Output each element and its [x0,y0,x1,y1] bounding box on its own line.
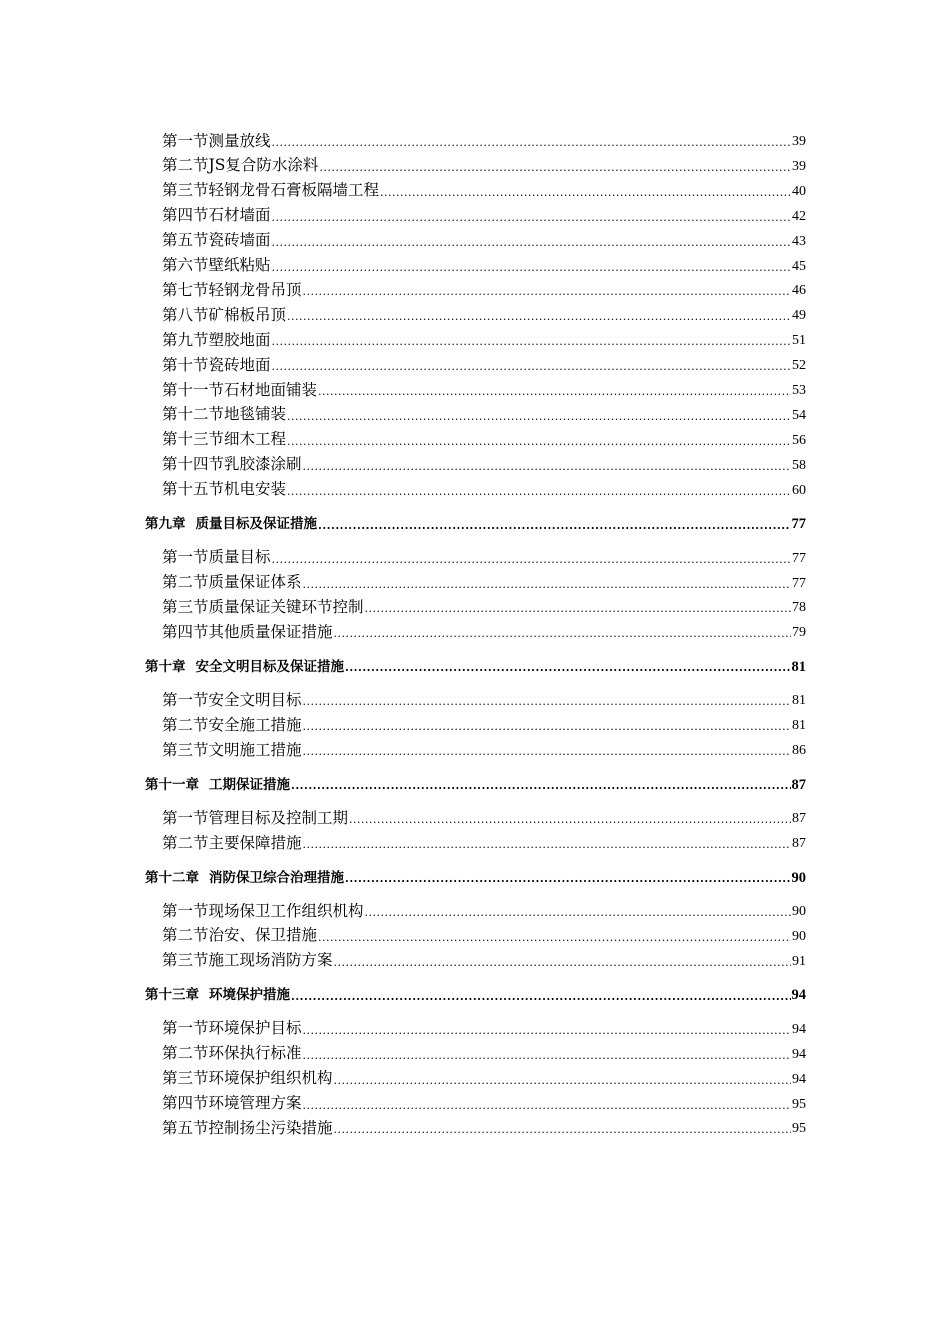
toc-entry-page-number: 81 [791,658,806,675]
toc-entry-page-number: 95 [792,1121,806,1137]
toc-entry-page-number: 81 [792,718,806,734]
toc-leader-dots [365,907,791,918]
toc-section-entry[interactable] [162,1118,806,1136]
toc-entry-page-number: 51 [792,333,806,349]
toc-section-entry[interactable] [162,901,806,919]
toc-entry-page-number: 94 [792,1021,806,1037]
toc-entry-page-number: 87 [792,811,806,827]
toc-entry-title: 测量放线 [208,131,271,150]
toc-entry-number: 第二节 [162,1044,209,1063]
toc-entry-title: 石材地面铺装 [224,380,318,399]
toc-entry-page-number: 77 [792,575,806,591]
toc-entry-title: 乳胶漆涂刷 [224,455,302,474]
toc-entry-title: 细木工程 [224,430,287,449]
toc-entry-title: 塑胶地面 [208,330,271,349]
toc-leader-dots [287,311,791,322]
toc-section-entry[interactable] [162,480,806,498]
toc-entry-title: 瓷砖墙面 [208,231,271,250]
toc-chapter-entry[interactable] [145,774,806,792]
toc-entry-number: 第四节 [162,1094,209,1112]
toc-entry-page-number: 43 [792,233,806,249]
toc-entry-page-number: 81 [792,693,806,709]
toc-leader-dots [287,411,791,422]
toc-leader-dots [303,1100,791,1111]
toc-entry-page-number: 91 [792,953,806,969]
toc-entry-title: 质量目标 [208,548,271,567]
toc-entry-number: 第八节 [162,305,209,324]
toc-entry-number: 第五节 [162,231,209,250]
toc-leader-dots [287,486,791,497]
toc-section-entry[interactable] [162,833,806,851]
toc-entry-number: 第十一章 [145,776,199,793]
toc-entry-title: 管理目标及控制工期 [208,808,349,827]
toc-entry-number: 第一节 [162,808,209,827]
toc-leader-dots [318,932,791,943]
toc-section-entry[interactable] [162,305,806,323]
toc-leader-dots [345,662,791,673]
toc-entry-page-number: 39 [792,158,806,174]
toc-leader-dots [303,746,791,757]
toc-leader-dots [334,1075,791,1086]
toc-entry-number: 第三节 [162,597,209,616]
toc-entry-title: 质量保证体系 [208,573,302,591]
toc-entry-number: 第一节 [162,1019,209,1038]
toc-entry-title: 质量保证关键环节控制 [208,597,364,616]
toc-entry-number: 第一节 [162,548,209,567]
toc-chapter-entry[interactable] [145,985,806,1003]
toc-entry-title: 轻钢龙骨石膏板隔墙工程 [208,181,380,200]
toc-leader-dots [318,520,791,531]
toc-entry-number: 第二节 [162,833,209,852]
toc-entry-title: 环境保护目标 [208,1019,302,1038]
toc-entry-title: JS复合防水涂料 [208,156,319,175]
toc-entry-number: 第十章 [145,658,186,675]
toc-leader-dots [380,187,791,198]
toc-entry-page-number: 94 [792,1046,806,1062]
toc-leader-dots [303,1050,791,1061]
toc-section-entry[interactable] [162,1044,806,1062]
toc-entry-page-number: 54 [792,407,806,423]
toc-entry-title: 机电安装 [224,480,287,499]
toc-section-entry[interactable] [162,131,806,149]
toc-entry-title: 安全文明目标 [208,690,302,709]
toc-section-entry[interactable] [162,231,806,249]
toc-leader-dots [272,336,791,347]
toc-entry-number: 第九章 [145,516,186,533]
toc-entry-number: 第二节 [162,926,209,945]
toc-entry-page-number: 53 [792,383,806,398]
toc-entry-number: 第六节 [162,256,209,274]
toc-entry-page-number: 40 [792,183,806,199]
toc-entry-page-number: 52 [792,358,806,374]
toc-leader-dots [272,137,791,148]
toc-leader-dots [291,780,791,791]
toc-entry-page-number: 94 [792,1071,806,1087]
toc-leader-dots [349,814,791,825]
toc-section-entry[interactable] [162,926,806,944]
toc-entry-title: 环保执行标准 [208,1044,302,1063]
toc-entry-number: 第二节 [162,156,209,175]
toc-section-entry[interactable] [162,330,806,348]
toc-entry-page-number: 86 [792,743,806,759]
toc-entry-page-number: 90 [792,904,806,919]
toc-entry-number: 第五节 [162,1118,209,1137]
toc-entry-page-number: 45 [792,258,806,274]
toc-leader-dots [303,1025,791,1036]
toc-entry-title: 文明施工措施 [208,740,302,759]
toc-entry-number: 第十节 [162,355,209,374]
toc-entry-page-number: 46 [792,283,806,299]
toc-section-entry[interactable] [162,548,806,566]
toc-leader-dots [334,1124,791,1135]
toc-entry-title: 环境管理方案 [208,1094,302,1112]
toc-leader-dots [303,721,791,732]
toc-section-entry[interactable] [162,156,806,174]
toc-leader-dots [303,696,791,707]
toc-entry-title: 治安、保卫措施 [208,926,318,945]
toc-entry-page-number: 58 [792,457,806,473]
toc-entry-number: 第十五节 [162,480,225,499]
toc-entry-title: 其他质量保证措施 [208,622,333,641]
toc-leader-dots [287,436,791,447]
toc-entry-title: 环境保护措施 [209,987,290,1004]
toc-entry-number: 第十三章 [145,987,199,1004]
toc-section-entry[interactable] [162,690,806,708]
toc-entry-number: 第十四节 [162,455,225,474]
toc-leader-dots [303,286,791,297]
toc-leader-dots [303,839,791,850]
toc-entry-title: 主要保障措施 [208,833,302,852]
toc-section-entry[interactable] [162,355,806,373]
toc-entry-page-number: 77 [792,550,806,566]
toc-leader-dots [365,603,791,614]
toc-section-entry[interactable] [162,740,806,758]
toc-entry-page-number: 90 [791,869,806,886]
toc-entry-title: 安全文明目标及保证措施 [195,658,344,675]
toc-entry-number: 第十三节 [162,430,225,449]
toc-entry-number: 第三节 [162,1069,209,1088]
toc-entry-number: 第四节 [162,622,209,641]
toc-entry-number: 第三节 [162,181,209,200]
toc-leader-dots [272,237,791,248]
toc-leader-dots [291,991,791,1002]
toc-section-entry[interactable] [162,1019,806,1037]
toc-chapter-entry[interactable] [145,656,806,674]
toc-entry-number: 第三节 [162,951,209,970]
toc-entry-title: 现场保卫工作组织机构 [208,901,364,920]
toc-leader-dots [334,628,791,639]
toc-chapter-entry[interactable] [145,514,806,532]
toc-entry-title: 施工现场消防方案 [208,951,333,970]
toc-entry-number: 第十二节 [162,405,225,424]
toc-section-entry[interactable] [162,256,806,274]
toc-entry-number: 第一节 [162,901,209,920]
toc-section-entry[interactable] [162,573,806,591]
toc-entry-page-number: 95 [792,1096,806,1112]
toc-entry-number: 第四节 [162,206,209,225]
toc-entry-page-number: 77 [791,516,806,533]
toc-entry-title: 壁纸粘贴 [208,256,271,274]
toc-entry-title: 矿棉板吊顶 [208,305,287,324]
toc-entry-title: 轻钢龙骨吊顶 [208,280,302,299]
toc-entry-title: 地毯铺装 [224,405,287,424]
toc-leader-dots [334,957,791,968]
toc-leader-dots [318,386,791,397]
toc-section-entry[interactable] [162,181,806,199]
toc-leader-dots [303,579,791,590]
toc-leader-dots [272,262,791,273]
toc-section-entry[interactable] [162,715,806,733]
toc-entry-page-number: 90 [792,928,806,944]
toc-entry-page-number: 87 [791,776,806,793]
toc-section-entry[interactable] [162,808,806,826]
toc-entry-page-number: 87 [792,836,806,851]
toc-entry-page-number: 39 [792,134,806,149]
toc-entry-page-number: 79 [792,625,806,641]
toc-entry-page-number: 42 [792,208,806,224]
toc-entry-page-number: 49 [792,308,806,324]
toc-section-entry[interactable] [162,405,806,423]
toc-section-entry[interactable] [162,1069,806,1087]
toc-leader-dots [272,554,791,565]
toc-entry-title: 质量目标及保证措施 [195,516,317,533]
toc-section-entry[interactable] [162,597,806,615]
toc-entry-page-number: 78 [792,600,806,616]
toc-leader-dots [272,212,791,223]
toc-entry-title: 安全施工措施 [208,715,302,734]
toc-section-entry[interactable] [162,280,806,298]
toc-entry-number: 第七节 [162,280,209,299]
toc-entry-number: 第一节 [162,690,209,709]
toc-section-entry[interactable] [162,455,806,473]
toc-entry-page-number: 94 [791,987,806,1004]
toc-leader-dots [345,873,791,884]
toc-section-entry[interactable] [162,622,806,640]
toc-entry-title: 石材墙面 [208,206,271,225]
toc-chapter-entry[interactable] [145,867,806,885]
toc-leader-dots [319,162,791,173]
toc-leader-dots [272,361,791,372]
toc-entry-title: 环境保护组织机构 [208,1069,333,1088]
toc-entry-page-number: 60 [792,482,806,498]
toc-entry-title: 控制扬尘污染措施 [208,1118,333,1137]
toc-entry-number: 第十二章 [145,869,199,886]
toc-entry-title: 工期保证措施 [209,776,290,793]
toc-entry-number: 第三节 [162,740,209,759]
toc-section-entry[interactable] [162,430,806,448]
toc-section-entry[interactable] [162,380,806,398]
toc-entry-number: 第二节 [162,715,209,734]
toc-entry-number: 第十一节 [162,380,225,399]
toc-entry-number: 第二节 [162,573,209,591]
toc-section-entry[interactable] [162,951,806,969]
toc-entry-number: 第九节 [162,330,209,349]
toc-entry-page-number: 56 [792,432,806,448]
toc-entry-title: 瓷砖地面 [208,355,271,374]
toc-entry-title: 消防保卫综合治理措施 [209,869,344,886]
toc-entry-number: 第一节 [162,131,209,150]
toc-section-entry[interactable] [162,1094,806,1112]
toc-section-entry[interactable] [162,206,806,224]
toc-leader-dots [303,461,791,472]
